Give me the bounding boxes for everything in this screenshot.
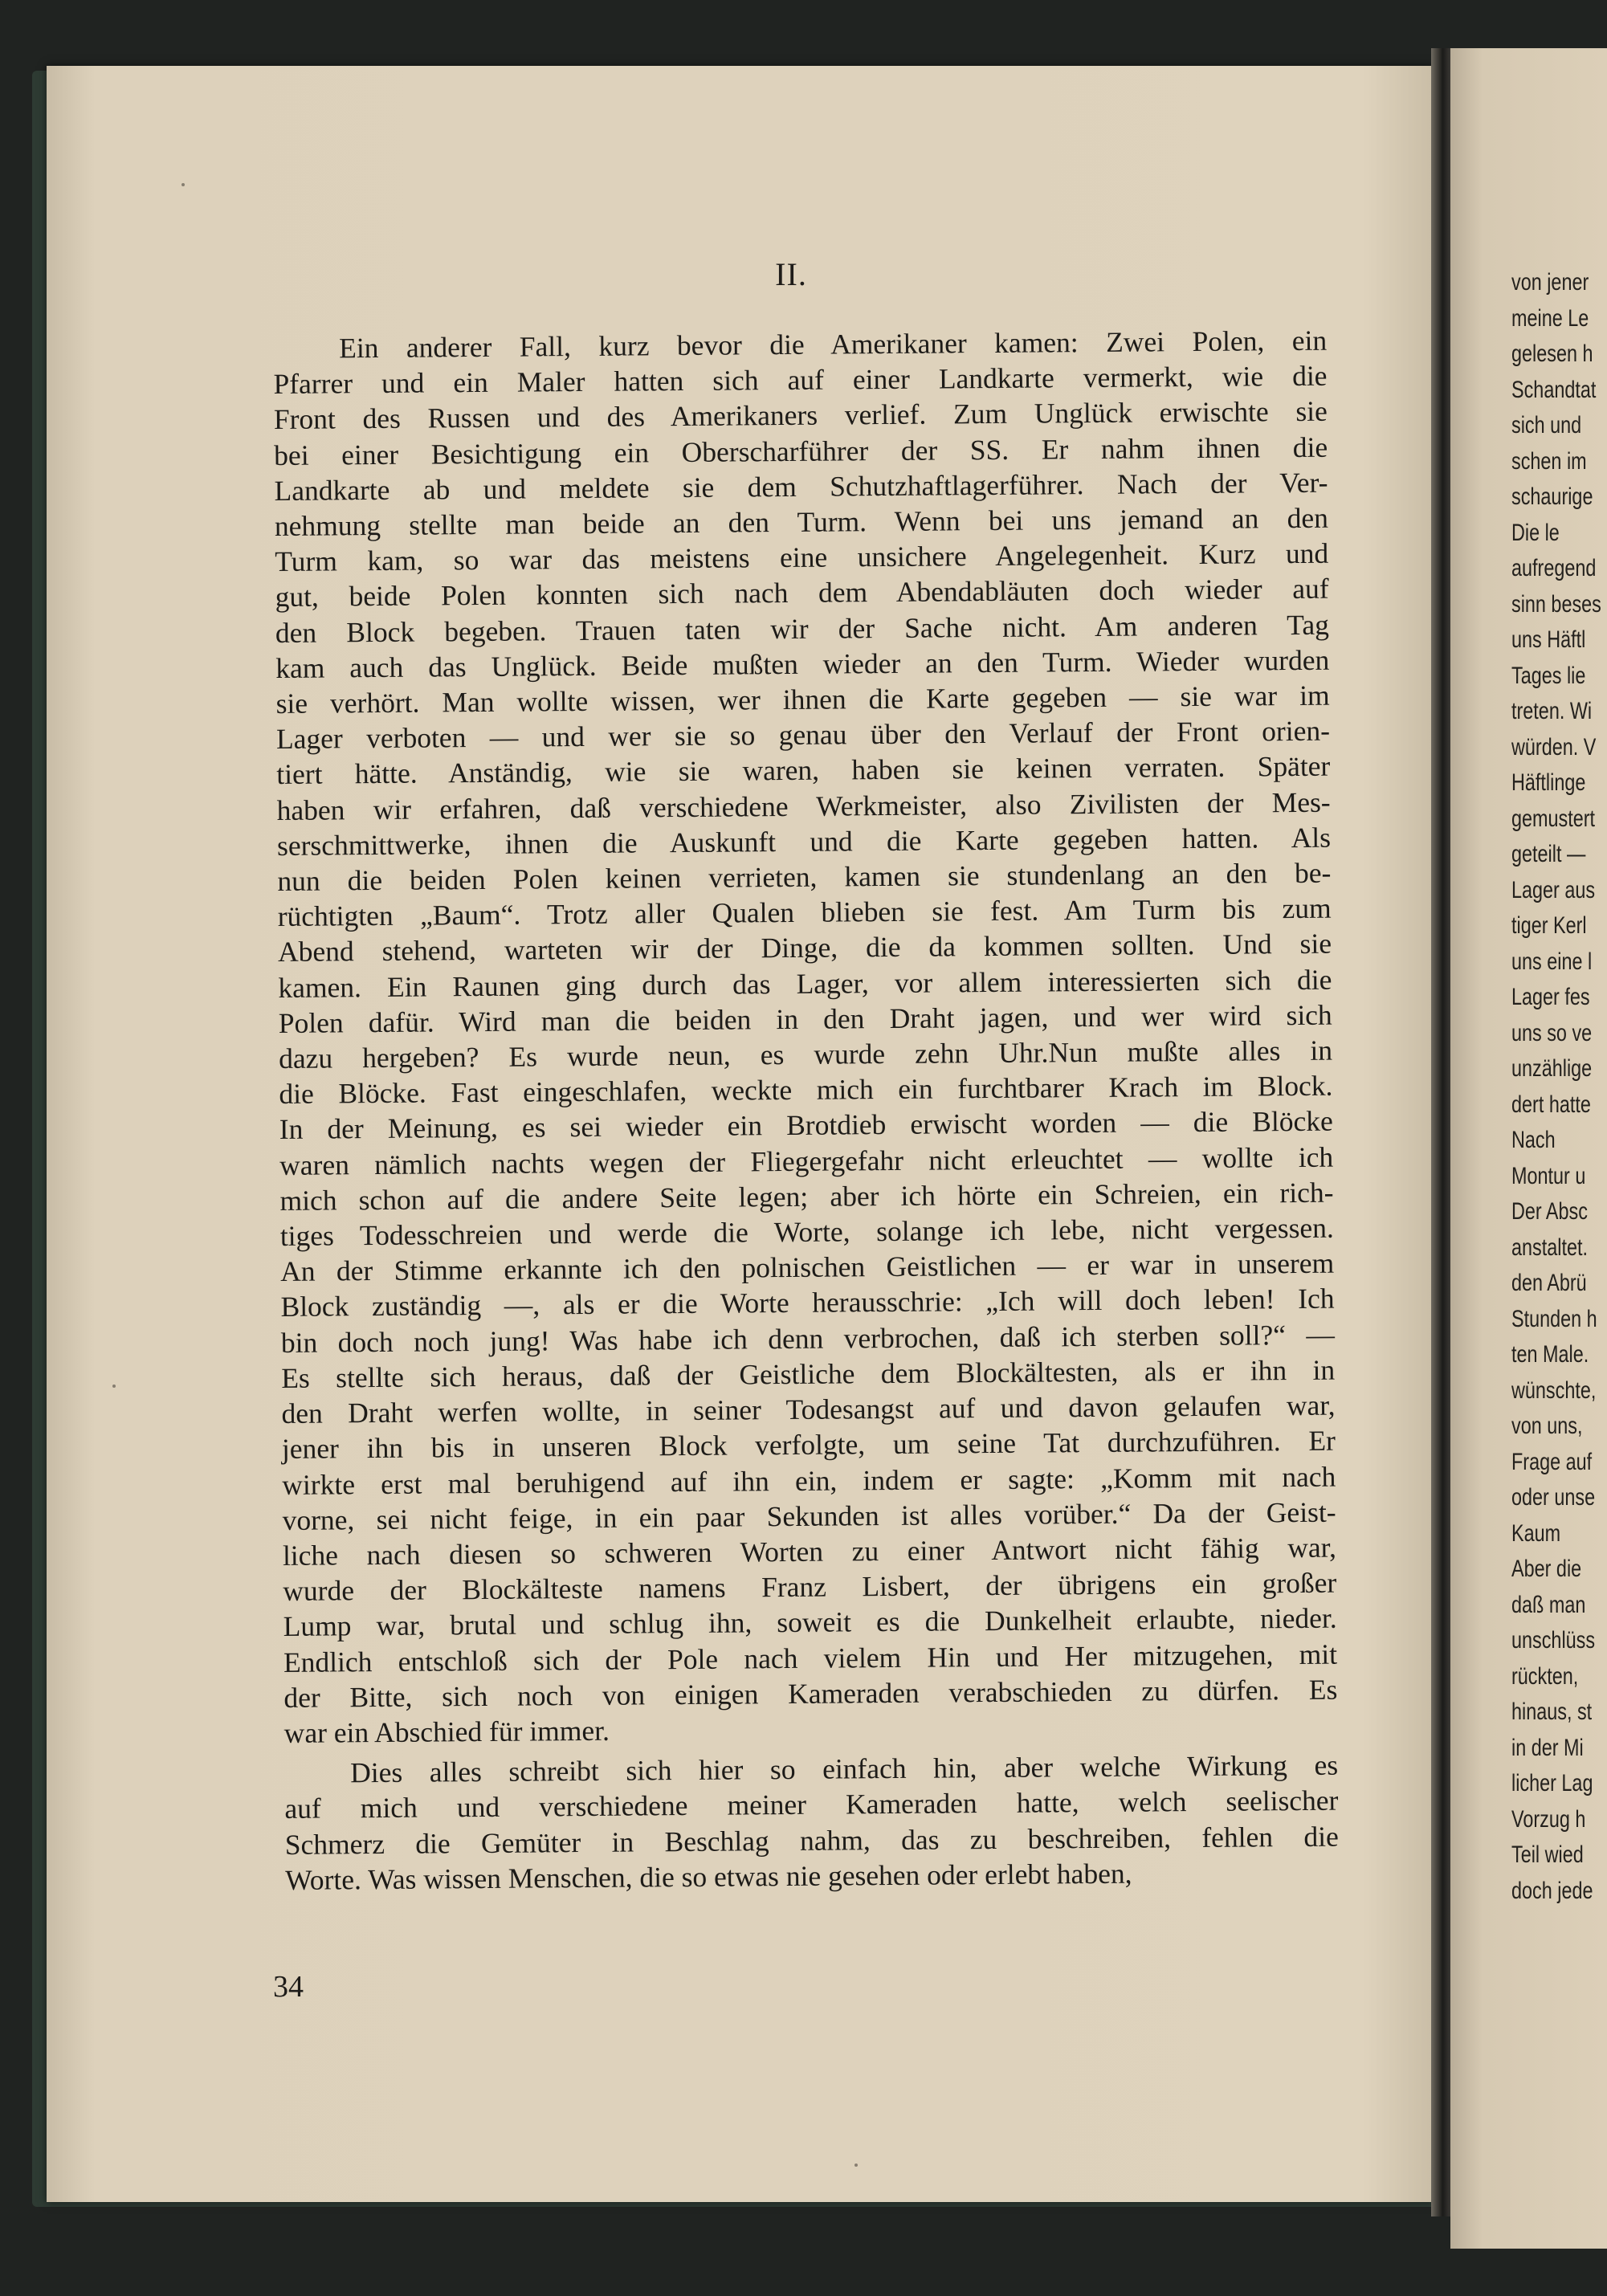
facing-page-line: von jener (1511, 269, 1589, 296)
facing-page-line: oder unse (1511, 1484, 1596, 1511)
text-line: tiges Todesschreien und werde die Worte, solange ich lebe, nicht vergessen. (279, 1211, 1334, 1253)
page-number: 34 (273, 1970, 304, 2004)
facing-page-line: uns Häftl (1511, 626, 1586, 653)
text-line: wurde der Blockälteste namens Franz Lisbert, der übrigens ein großer (283, 1566, 1337, 1608)
facing-page-line: schaurige (1511, 483, 1593, 510)
text-line: Pfarrer und ein Maler hatten sich auf einer Landkarte vermerkt, wie die (273, 359, 1328, 401)
facing-page-line: Die le (1511, 519, 1560, 546)
paper-speck (182, 183, 185, 186)
facing-page-line: gemustert (1511, 805, 1596, 832)
facing-page-line: Vorzug h (1511, 1805, 1586, 1833)
facing-page-line: Aber die (1511, 1556, 1582, 1582)
paragraph (273, 323, 1338, 1751)
text-line: In der Meinung, es sei wieder ein Brotdieb erwischt worden — die Blöcke (279, 1105, 1333, 1146)
text-line: nehmung stellte man beide an den Turm. Wenn bei uns jemand an den (274, 501, 1329, 543)
chapter-heading: II. (775, 256, 807, 292)
facing-page-line: Schandtat (1511, 376, 1597, 403)
facing-page-line: meine Le (1511, 304, 1589, 332)
paper-speck (854, 2163, 858, 2167)
text-line: die Blöcke. Fast eingeschlafen, weckte mich ein furchtbarer Krach im Block. (279, 1069, 1333, 1111)
facing-page-line: gelesen h (1511, 341, 1593, 367)
text-line: Turm kam, so war das meistens eine unsichere Angelegenheit. Kurz und (275, 536, 1329, 578)
text-line: Ein anderer Fall, kurz bevor die Amerikaner kamen: Zwei Polen, ein (339, 324, 1328, 365)
facing-page-line: uns eine l (1511, 948, 1593, 975)
facing-page-line: rückten, (1511, 1662, 1579, 1690)
text-line: Landkarte ab und meldete sie dem Schutzhaftlagerführer. Nach der Ver- (274, 466, 1328, 507)
text-line: serschmittwerke, ihnen die Auskunft und die Karte gegeben hatten. Als (276, 821, 1332, 862)
facing-page-line: unschlüss (1511, 1627, 1596, 1654)
facing-page-line: Tages lie (1511, 662, 1586, 689)
text-line: nun die beiden Polen keinen verrieten, kamen sie stundenlang an den be- (277, 856, 1332, 898)
paper-speck (112, 1385, 116, 1388)
text-line: auf mich und verschiedene meiner Kameraden hatte, welch seelischer (284, 1784, 1339, 1825)
book-gutter (1431, 48, 1450, 2216)
facing-page-line: anstaltet. (1511, 1234, 1588, 1261)
facing-page-line: treten. Wi (1511, 698, 1593, 724)
text-line: Worte. Was wissen Menschen, die so etwas nie gesehen oder erlebt haben, (284, 1857, 1132, 1896)
text-line: Schmerz die Gemüter in Beschlag nahm, das zu beschreiben, fehlen die (284, 1820, 1339, 1861)
paragraph (284, 1747, 1339, 1898)
facing-page-line: Montur u (1511, 1162, 1586, 1189)
text-line: sie verhört. Man wollte wissen, wer ihnen die Karte gegeben — sie war im (275, 679, 1330, 720)
text-line: tiert hätte. Anständig, wie sie waren, haben sie keinen verraten. Später (276, 750, 1331, 791)
text-line: Lager verboten — und wer sie so genau über den Verlauf der Front orien- (275, 714, 1331, 756)
text-line: Lump war, brutal und schlug ihn, soweit es die Dunkelheit erlaubte, nieder. (283, 1601, 1337, 1643)
facing-page-line: den Abrü (1511, 1270, 1587, 1296)
facing-page-line: doch jede (1511, 1877, 1593, 1904)
facing-page-line: sinn beses (1511, 590, 1601, 618)
facing-page-line: Lager fes (1511, 984, 1590, 1010)
facing-page-line: sich und (1511, 412, 1582, 438)
text-line: mich schon auf die andere Seite legen; aber ich hörte ein Schreien, ein rich- (279, 1176, 1334, 1217)
text-line: An der Stimme erkannte ich den polnischen Geistlichen — er war in unserem (280, 1246, 1335, 1288)
text-line: den Draht werfen wollte, in seiner Todesangst auf und davon gelaufen war, (281, 1389, 1336, 1430)
facing-page-line: Stunden h (1511, 1305, 1597, 1332)
text-line: jener ihn bis in unseren Block verfolgte, um seine Tat durchzuführen. Er (281, 1424, 1336, 1466)
text-line: Es stellte sich heraus, daß der Geistliche dem Blockältesten, als er ihn in (281, 1353, 1336, 1394)
facing-page-line: in der Mi (1511, 1734, 1584, 1761)
text-line: Endlich entschloß sich der Pole nach vielem Hin und Her mitzugehen, mit (283, 1637, 1338, 1678)
facing-page-line: tiger Kerl (1511, 912, 1587, 939)
facing-page-line: von uns, (1511, 1413, 1583, 1439)
facing-page-line: Frage auf (1511, 1448, 1593, 1475)
facing-page-line: wünschte, (1511, 1376, 1597, 1404)
facing-page-line: geteilt — (1511, 841, 1586, 867)
text-line: bei einer Besichtigung ein Oberscharführer der SS. Er nahm ihnen die (274, 430, 1328, 471)
text-line: rüchtigten „Baum“. Trotz aller Qualen blieben sie fest. Am Turm bis zum (277, 891, 1332, 933)
text-line: liche nach diesen so schweren Worten zu einer Antwort nicht fähig war, (282, 1531, 1337, 1572)
facing-page-line: Lager aus (1511, 876, 1596, 903)
text-line: den Block begeben. Trauen taten wir der Sache nicht. Am anderen Tag (275, 608, 1330, 649)
facing-page-line: uns so ve (1511, 1019, 1593, 1046)
facing-page-line: Häftlinge (1511, 769, 1586, 796)
facing-page-line: unzählige (1511, 1055, 1593, 1082)
text-line: vorne, sei nicht feige, in ein paar Sekunden ist alles vorüber.“ Da der Geist- (282, 1495, 1336, 1536)
text-line: Front des Russen und des Amerikaners verlief. Zum Unglück erwischte sie (273, 395, 1328, 436)
text-line: Abend stehend, warteten wir der Dinge, die da kommen sollten. Und sie (277, 928, 1332, 969)
text-line: Polen dafür. Wird man die beiden in den Draht jagen, und wer wird sich (278, 998, 1332, 1039)
body-text (273, 323, 1339, 1898)
text-line: gut, beide Polen konnten sich nach dem Abendabläuten doch wieder auf (275, 573, 1329, 614)
facing-page-line: aufregend (1511, 555, 1597, 581)
facing-page-line: Der Absc (1511, 1198, 1588, 1225)
text-line: kamen. Ein Raunen ging durch das Lager, vor allem interessierten sich die (278, 963, 1332, 1004)
facing-page-line: Nach (1511, 1127, 1556, 1153)
facing-page-line: würden. V (1511, 733, 1597, 761)
text-line: waren nämlich nachts wegen der Fliegergefahr nicht erleuchtet — wollte ich (279, 1140, 1334, 1181)
facing-page-line: licher Lag (1511, 1770, 1593, 1796)
text-line: Block zuständig —, als er die Worte herausschrie: „Ich will doch leben! Ich (280, 1283, 1335, 1323)
paragraph-container (273, 323, 1339, 1898)
text-line: wirkte erst mal beruhigend auf ihn ein, indem er sagte: „Komm mit nach (282, 1460, 1336, 1501)
facing-page-line: ten Male. (1511, 1341, 1589, 1368)
facing-page-line: hinaus, st (1511, 1699, 1593, 1725)
text-line: dazu hergeben? Es wurde neun, es wurde zehn Uhr.Nun mußte alles in (278, 1034, 1333, 1075)
facing-page-line: daß man (1511, 1591, 1586, 1618)
text-line: bin doch noch jung! Was habe ich denn verbrochen, daß ich sterben soll?“ — (280, 1318, 1336, 1359)
text-line: kam auch das Unglück. Beide mußten wieder an den Turm. Wieder wurden (275, 643, 1330, 684)
facing-page-line: Kaum (1511, 1519, 1561, 1547)
text-line: haben wir erfahren, daß verschiedene Werkmeister, also Zivilisten der Mes- (276, 785, 1331, 826)
facing-page-line: schen im (1511, 447, 1587, 475)
text-line: Dies alles schreibt sich hier so einfach hin, aber welche Wirkung es (349, 1748, 1339, 1789)
text-line: der Bitte, sich noch von einigen Kameraden verabschieden zu dürfen. Es (283, 1673, 1338, 1714)
facing-page-line: dert hatte (1511, 1091, 1591, 1118)
text-line: war ein Abschied für immer. (283, 1714, 610, 1749)
facing-page-line: Teil wied (1511, 1841, 1584, 1868)
facing-page-text (1511, 265, 1601, 1909)
